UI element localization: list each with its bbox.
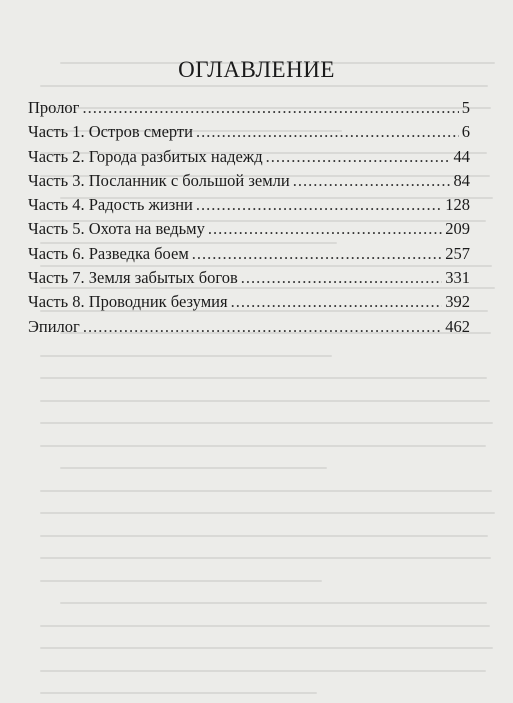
- toc-leader-dots: [293, 169, 451, 193]
- toc-entry-page: 331: [445, 268, 470, 288]
- toc-entry-label: Часть 5. Охота на ведьму: [28, 219, 205, 239]
- show-through-line: [40, 445, 486, 447]
- toc-entry-label: Часть 6. Разведка боем: [28, 243, 189, 263]
- show-through-line: [40, 377, 487, 379]
- table-of-contents: [28, 96, 470, 339]
- toc-entry-label: Часть 2. Города разбитых надежд: [28, 146, 263, 166]
- show-through-line: [40, 692, 317, 694]
- toc-entry-label: Эпилог: [28, 316, 80, 336]
- show-through-line: [40, 580, 322, 582]
- toc-entry: [28, 120, 470, 144]
- toc-entry: [28, 96, 470, 120]
- show-through-line: [40, 422, 493, 424]
- toc-entry-label: Часть 1. Остров смерти: [28, 122, 193, 142]
- toc-entry-page: 84: [453, 170, 470, 190]
- toc-entry-label: Пролог: [28, 98, 80, 117]
- toc-entry: [28, 315, 470, 339]
- toc-entry: [28, 193, 470, 217]
- toc-leader-dots: [196, 120, 459, 144]
- show-through-line: [40, 512, 495, 514]
- toc-entry-page: 257: [445, 243, 470, 263]
- toc-entry-page: 462: [445, 316, 470, 336]
- show-through-line: [40, 400, 490, 402]
- toc-entry-page: 44: [453, 146, 470, 166]
- show-through-line: [40, 625, 490, 627]
- toc-entry: [28, 290, 470, 314]
- show-through-line: [40, 647, 493, 649]
- show-through-line: [60, 467, 327, 469]
- show-through-line: [40, 490, 492, 492]
- show-through-line: [40, 85, 488, 87]
- toc-leader-dots: [208, 217, 442, 241]
- toc-entry: [28, 145, 470, 169]
- toc-entry-page: 5: [461, 98, 470, 117]
- toc-entry-label: Часть 7. Земля забытых богов: [28, 268, 238, 288]
- toc-title: ОГЛАВЛЕНИЕ: [178, 57, 335, 82]
- toc-entry-page: 392: [445, 292, 470, 312]
- toc-entry: [28, 169, 470, 193]
- toc-entry-page: 128: [445, 195, 470, 215]
- toc-entry-page: 6: [461, 122, 470, 142]
- toc-entry: [28, 266, 470, 290]
- toc-entry-label: Часть 8. Проводник безумия: [28, 292, 228, 312]
- show-through-line: [40, 557, 491, 559]
- toc-leader-dots: [192, 242, 442, 266]
- toc-leader-dots: [231, 290, 443, 314]
- toc-leader-dots: [241, 266, 443, 290]
- show-through-line: [40, 355, 332, 357]
- toc-leader-dots: [82, 96, 458, 120]
- toc-entry-label: Часть 4. Радость жизни: [28, 195, 193, 215]
- toc-leader-dots: [196, 193, 442, 217]
- toc-entry: [28, 217, 470, 241]
- toc-leader-dots: [266, 145, 451, 169]
- toc-entry: [28, 242, 470, 266]
- toc-leader-dots: [83, 315, 442, 339]
- toc-entry-page: 209: [445, 219, 470, 239]
- show-through-line: [60, 602, 487, 604]
- toc-entry-label: Часть 3. Посланник с большой земли: [28, 170, 290, 190]
- show-through-line: [40, 535, 488, 537]
- show-through-line: [40, 670, 486, 672]
